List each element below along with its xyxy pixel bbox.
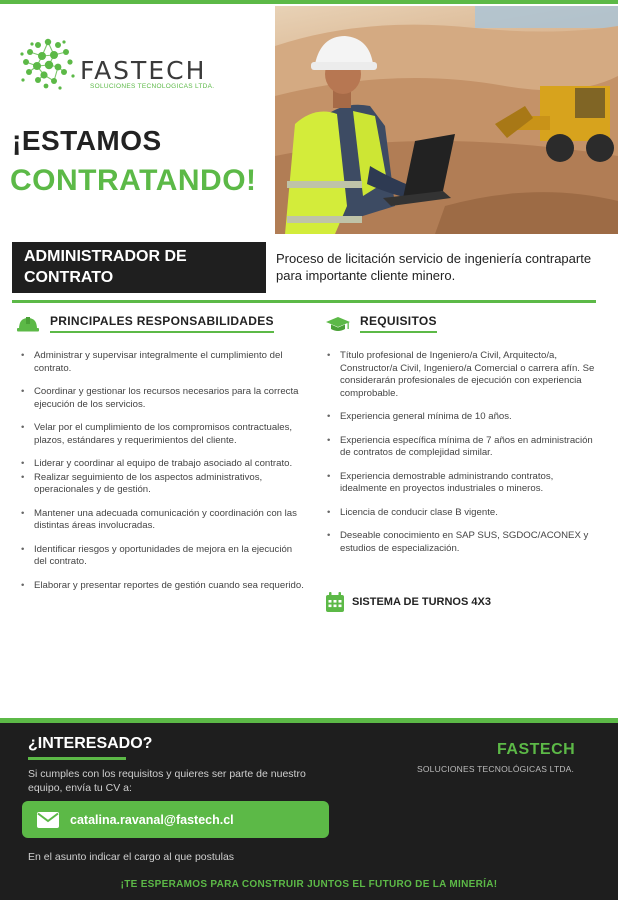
hero-photo	[275, 6, 618, 234]
requirements-item: • Licencia de conducir clase B vigente.	[326, 507, 598, 520]
calendar-icon	[326, 592, 344, 612]
responsibilities-item: • Administrar y supervisar integralmente el cumplimiento del contrato.	[20, 350, 305, 375]
responsibilities-item: • Elaborar y presentar reportes de gestión cuando sea requerido.	[20, 580, 305, 593]
requirements-list	[326, 350, 598, 555]
position-title-line2: CONTRATO	[24, 269, 114, 286]
requirements-title: REQUISITOS	[360, 314, 437, 333]
shift-label: SISTEMA DE TURNOS 4X3	[352, 596, 491, 608]
email-address[interactable]: catalina.ravanal@fastech.cl	[70, 812, 234, 827]
graduation-cap-icon	[326, 315, 350, 333]
footer-brand: FASTECH	[497, 741, 576, 758]
headline-line2: CONTRATANDO!	[10, 164, 257, 197]
requirements-header	[326, 314, 437, 333]
email-button[interactable]	[22, 801, 329, 838]
responsibilities-item: • Identificar riesgos y oportunidades de mejora en la ejecución del contrato.	[20, 544, 305, 569]
logo-name: FASTECH	[80, 56, 207, 85]
top-accent-bar	[0, 0, 618, 4]
responsibilities-title: PRINCIPALES RESPONSABILIDADES	[50, 314, 274, 333]
responsibilities-item: • Velar por el cumplimiento de los compromisos contractuales, plazos, estándares y requerimientos del cliente.	[20, 422, 305, 447]
position-title-line1: ADMINISTRADOR DE	[24, 248, 187, 265]
company-logo	[18, 36, 218, 96]
responsibilities-item: • Realizar seguimiento de los aspectos administrativos, operacionales y de gestión.	[20, 472, 305, 497]
headline-line1: ¡ESTAMOS	[12, 125, 162, 156]
requirements-item: • Título profesional de Ingeniero/a Civil, Arquitecto/a, Constructor/a Civil, Ingeniero/a Comercial o carrera afín. Se considerarán profesionales de ejecución con experiencia comprobable.	[326, 350, 598, 400]
footer-title-underline	[28, 757, 126, 760]
responsibilities-item: • Mantener una adecuada comunicación y coordinación con las distintas áreas involucradas.	[20, 508, 305, 533]
position-title-box	[12, 242, 266, 293]
position-description: Proceso de licitación servicio de ingeniería contraparte para importante cliente minero.	[276, 251, 592, 283]
footer-slogan: ¡TE ESPERAMOS PARA CONSTRUIR JUNTOS EL FUTURO DE LA MINERÍA!	[120, 879, 498, 890]
responsibilities-header	[16, 314, 274, 333]
requirements-item: • Experiencia general mínima de 10 años.	[326, 411, 598, 424]
shift-system	[326, 592, 491, 612]
footer-subject-note: En el asunto indicar el cargo al que postulas	[28, 851, 235, 863]
footer-brand-tagline: SOLUCIONES TECNOLÓGICAS LTDA.	[417, 764, 575, 774]
footer-title: ¿INTERESADO?	[28, 735, 153, 752]
footer-instructions: Si cumples con los requisitos y quieres ser parte de nuestro equipo, envía tu CV a:	[28, 768, 306, 794]
requirements-item: • Deseable conocimiento en SAP SUS, SGDOC/ACONEX y estudios de especialización.	[326, 530, 598, 555]
responsibilities-item: • Coordinar y gestionar los recursos necesarios para la correcta ejecución de los servicios.	[20, 386, 305, 411]
requirements-item: • Experiencia demostrable administrando contratos, idealmente en proyectos industriales o mineros.	[326, 471, 598, 496]
logo-mark-icon	[18, 36, 78, 92]
logo-tagline: SOLUCIONES TECNOLOGICAS LTDA.	[90, 83, 215, 90]
hard-hat-icon	[16, 315, 40, 333]
responsibilities-list	[20, 350, 305, 592]
section-divider	[12, 300, 596, 303]
footer-contact	[0, 718, 618, 900]
engineer-photo-illustration	[275, 6, 618, 234]
responsibilities-item: • Liderar y coordinar al equipo de trabajo asociado al contrato.	[20, 458, 305, 471]
envelope-icon	[37, 812, 59, 828]
requirements-item: • Experiencia específica mínima de 7 años en administración de contratos de complejidad similar.	[326, 435, 598, 460]
